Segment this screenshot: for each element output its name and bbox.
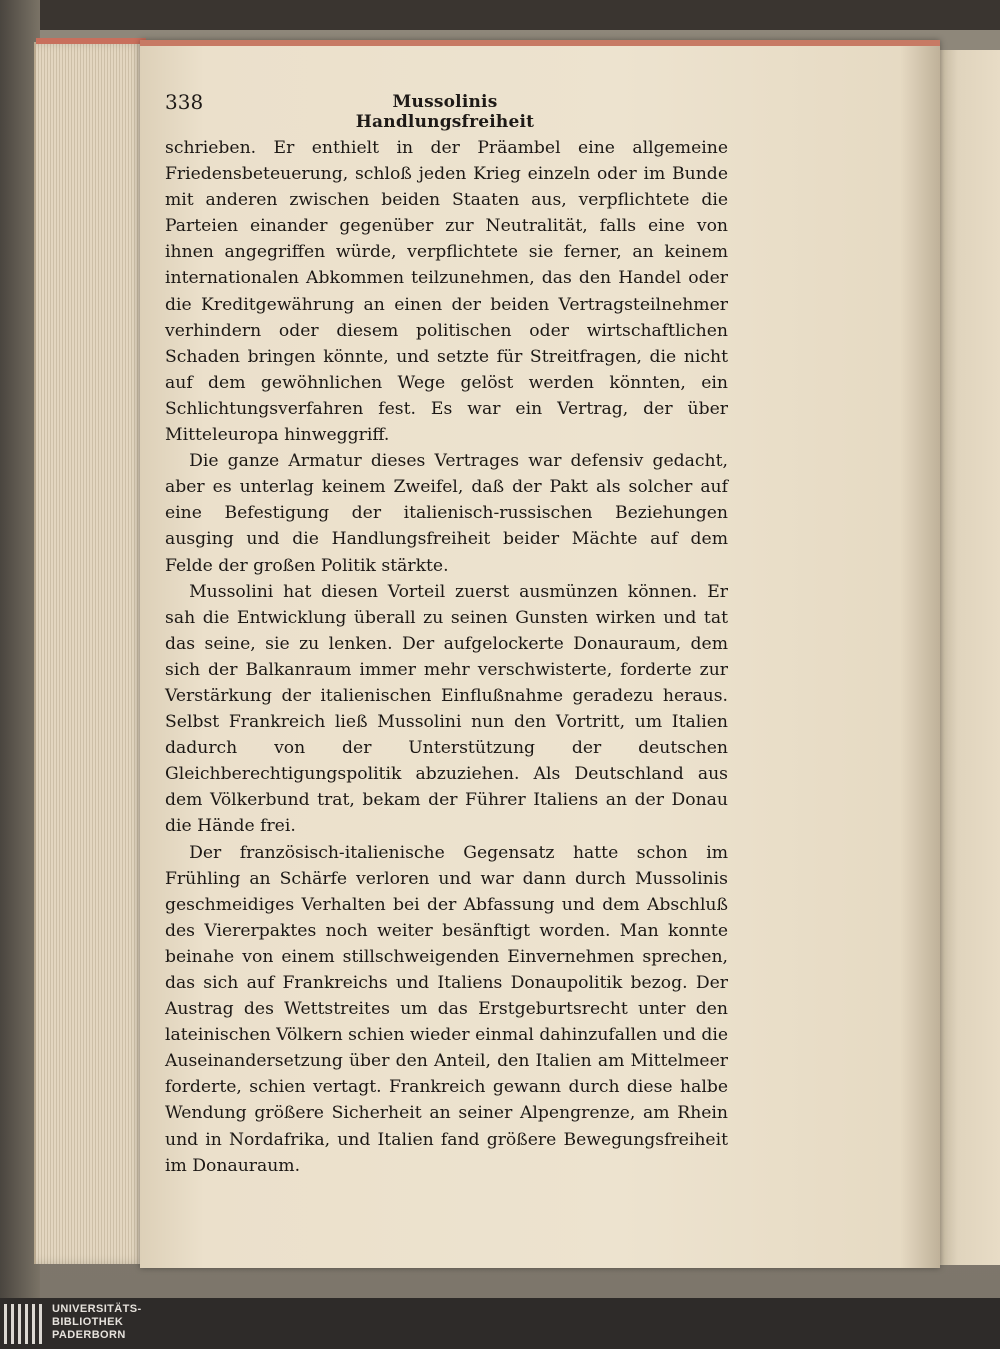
paragraph: Mussolini hat diesen Vorteil zuerst ausmünzen können. Er sah die Entwicklung überall zu seinen Gunsten wirken und tat das seine, sie zu lenken. Der aufgelockerte Donauraum, dem sich der Balkanraum immer mehr verschwisterte, forderte zur Verstärkung der italienischen Einflußnahme geradezu heraus. Selbst Frankreich ließ Mussolini nun den Vortritt, um Italien dadurch von der Unterstützung der deutschen Gleichberechtigungspolitik abzuziehen. Als Deutschland aus dem Völkerbund trat, bekam der Führer Italiens an der Donau die Hände frei. [165, 581, 728, 837]
paragraph: Die ganze Armatur dieses Vertrages war defensiv gedacht, aber es unterlag keinem Zweifel, daß der Pakt als solcher auf eine Befestigung der italienisch-russischen Beziehungen ausging und die Handlungsfreiheit beider Mächte auf dem Felde der großen Politik stärkte. [165, 451, 728, 576]
paragraph: schrieben. Er enthielt in der Präambel eine allgemeine Friedensbeteuerung, schloß jeden Krieg einzeln oder im Bunde mit anderen zwischen beiden Staaten aus, verpflichtete die Parteien einander gegenüber zur Neutralität, falls eine von ihnen angegriffen würde, verpflichtete sie ferner, an keinem internationalen Abkommen teilzunehmen, das den Handel oder die Kreditgewährung an einen der beiden Vertragsteilnehmer verhindern oder diesem politischen oder wirtschaftlichen Schaden bringen könnte, und setzte für Streitfragen, die nicht auf dem gewöhnlichen Wege gelöst werden könnten, ein Schlichtungsverfahren fest. Es war ein Vertrag, der über Mitteleuropa hinweggriff. [165, 138, 728, 446]
page-number: 338 [165, 90, 204, 114]
page-stack [34, 42, 146, 1264]
page-header [165, 90, 725, 132]
library-name-line: UNIVERSITÄTS- [52, 1303, 142, 1315]
paragraph: Der französisch-italienische Gegensatz hatte schon im Frühling an Schärfe verloren und war dann durch Mussolinis geschmeidiges Verhalten bei der Abfassung und dem Abschluß des Viererpaktes noch weiter besänftigt worden. Man konnte beinahe von einem stillschweigenden Einvernehmen sprechen, das sich auf Frankreichs und Italiens Donaupolitik bezog. Der Austrag des Wettstreites um das Erstgeburtsrecht unter den lateinischen Völkern schien wieder einmal dahinzufallen und die Auseinandersetzung über den Anteil, den Italien am Mittelmeer forderte, schien vertagt. Frankreich gewann durch diese halbe Wendung größere Sicherheit an seiner Alpengrenze, am Rhein und in Nordafrika, und Italien fand größere Bewegungsfreiheit im Donauraum. [165, 842, 728, 1176]
library-name [52, 1303, 142, 1342]
footer-bar [0, 1298, 1000, 1349]
body-text [165, 135, 728, 1179]
library-name-line: PADERBORN [52, 1329, 126, 1341]
facing-page-edge [930, 50, 1000, 1265]
library-logo-icon [4, 1304, 48, 1344]
running-head: Mussolinis Handlungsfreiheit [355, 92, 535, 132]
library-name-line: BIBLIOTHEK [52, 1316, 124, 1328]
